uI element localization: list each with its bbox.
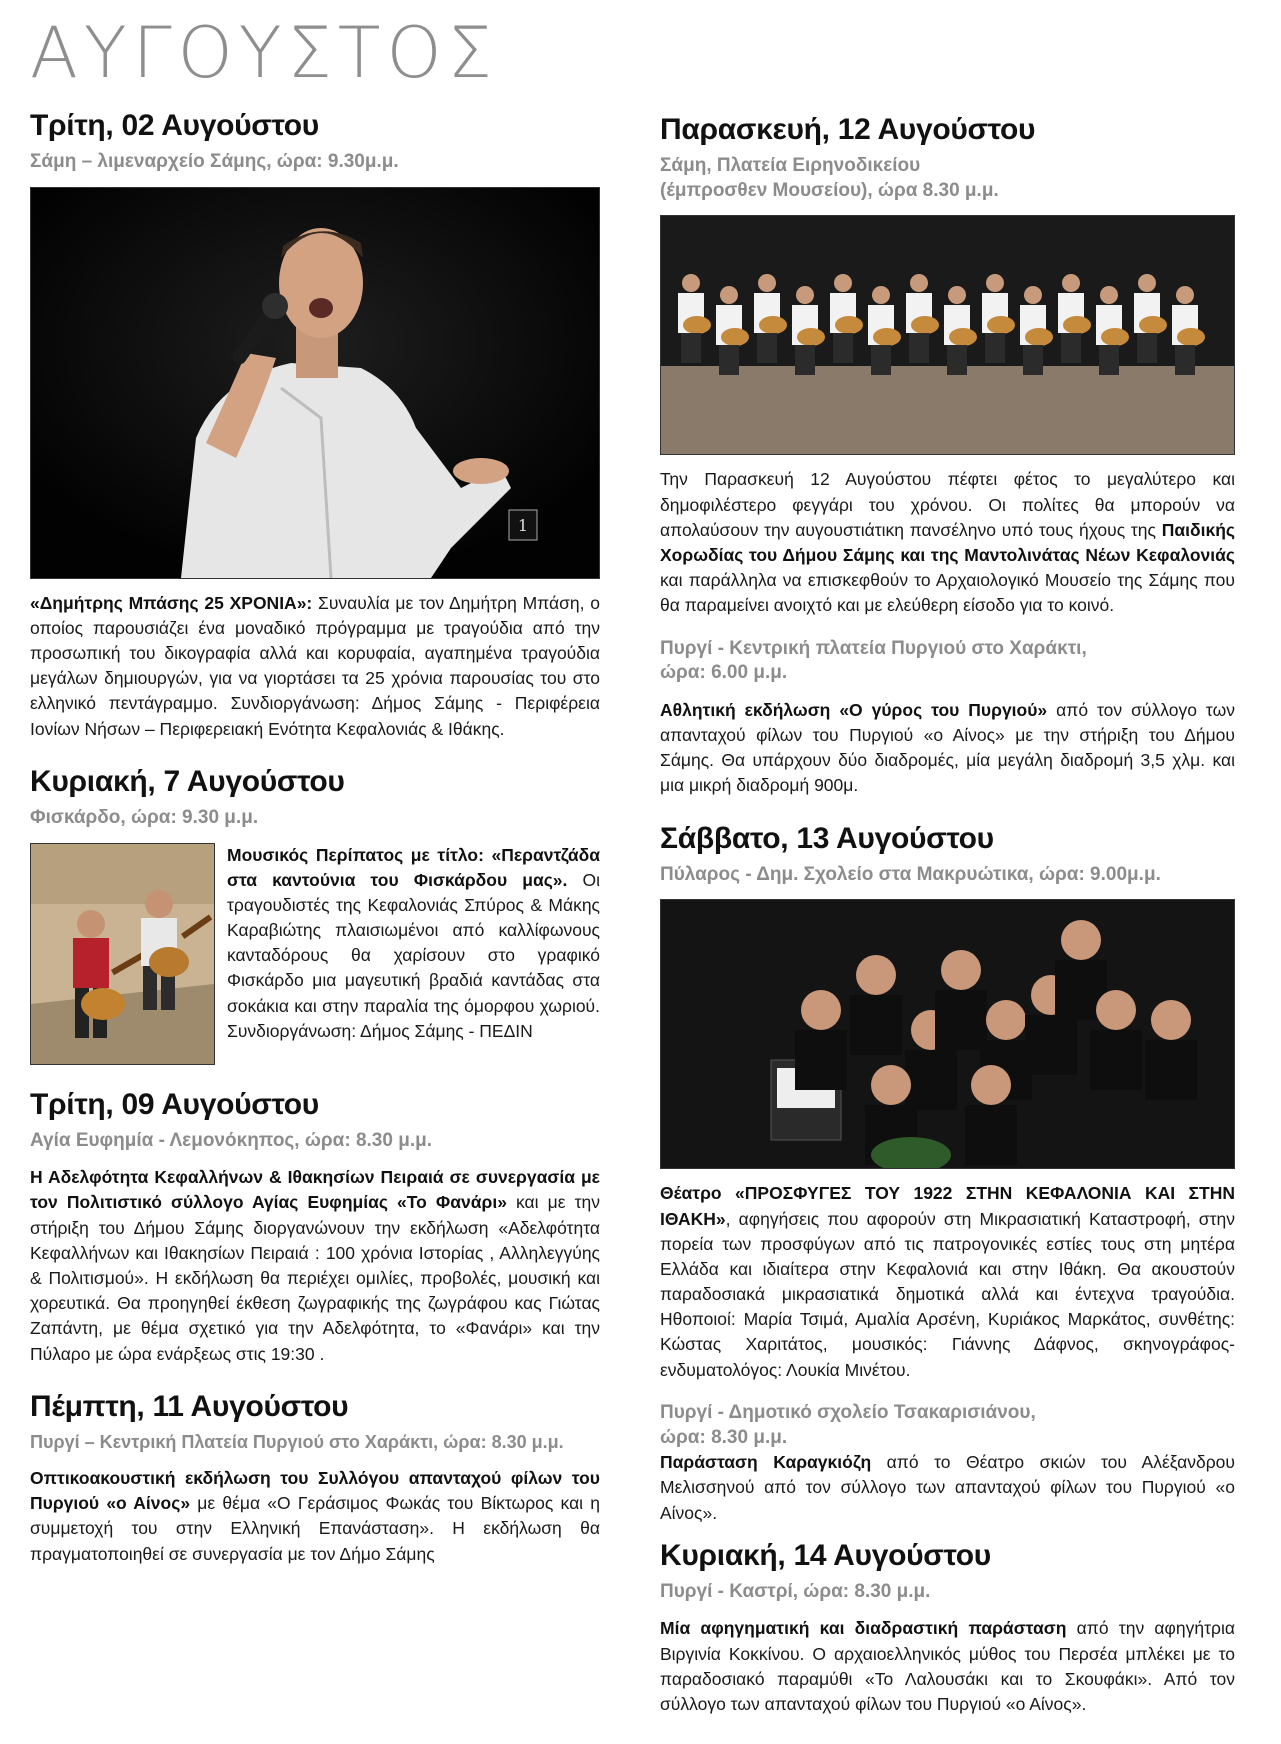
event-location-line: Πυργί - Δημοτικό σχολείο Τσακαρισιάνου, bbox=[660, 1401, 1036, 1423]
event-text: Την Παρασκευή 12 Αυγούστου πέφτει φέτος το μεγαλύτερο και δημοφιλέστερο φεγγάρι του χρόνου. Οι πολίτες θα μπορούν να απολαύσουν την αυγουστιάτικη πανσέληνο υπό τους ήχους της bbox=[660, 469, 1235, 540]
guitarists-illustration bbox=[31, 844, 214, 1064]
event-date: Πέμπτη, 11 Αυγούστου bbox=[30, 1389, 349, 1423]
musician-figure bbox=[681, 333, 701, 363]
performer-face bbox=[801, 990, 841, 1030]
musician-figure bbox=[1139, 316, 1167, 334]
event-location: Πυργί - Καστρί, ώρα: 8.30 μ.μ. bbox=[660, 1580, 931, 1602]
event-aug13 bbox=[660, 821, 1235, 1526]
musician-figure bbox=[1023, 345, 1043, 375]
left-column bbox=[30, 108, 600, 1567]
event-location: Φισκάρδο, ώρα: 9.30 μ.μ. bbox=[30, 806, 259, 828]
event-date: Κυριακή, 7 Αυγούστου bbox=[30, 764, 345, 798]
event-text: , αφηγήσεις που αφορούν στη Μικρασιατική Καταστροφή, στην πορεία των προσφύγων από τις πατρογονικές εστίες τους στη μητέρα Ελλάδα και ιδιαίτερα στην Κεφαλονιά και στην Ιθάκη. Θα ακουστούν παραδοσιακά μικρασιατικά δημοτικά αλλά και έντεχνα τραγούδια. Ηθοποιοί: Μαρία Τσιμά, Αμαλία Αρσένη, Κυριάκος Μαρκάτος, συνθέτης: Κώστας Χαριτάτος, μουσικός: Γιάννης Δάφνος, σκηνογράφος-ενδυματολόγος: Λουκία Μινέτου. bbox=[660, 1208, 1235, 1380]
musician-figure bbox=[797, 328, 825, 346]
musician-figure bbox=[834, 274, 852, 292]
event-text: από το Θέατρο σκιών του Αλέξανδρου Μελισσηνού από τον σύλλογο των απανταχού φίλων του Πυργιού «ο Αίνος». bbox=[660, 1452, 1235, 1523]
event-date: Τρίτη, 02 Αυγούστου bbox=[30, 109, 319, 142]
performer-face bbox=[986, 1000, 1026, 1040]
musician-figure bbox=[758, 274, 776, 292]
event-highlight: Οπτικοακουστική εκδήλωση του Συλλόγου απανταχού φίλων του Πυργιού «ο Αίνος» bbox=[30, 1468, 600, 1514]
musician-figure bbox=[1025, 328, 1053, 346]
musician-figure bbox=[833, 333, 853, 363]
musician-figure bbox=[947, 345, 967, 375]
event-location bbox=[660, 154, 1235, 203]
event-text: από την αφηγήτρια Βιργινία Κοκκίνου. Ο αρχαιοελληνικός μύθος του Περσέα μπλέκει με το παραδοσιακό παραμύθι «Το Λαλουσάκι και το Σκουφάκι». Από τον σύλλογο των απανταχού φίλων του Πυργιού «ο Αίνος». bbox=[660, 1618, 1235, 1714]
event-description bbox=[30, 1165, 600, 1367]
musician-figure bbox=[911, 316, 939, 334]
musician-figure bbox=[1176, 286, 1194, 304]
performer-body bbox=[1025, 1015, 1077, 1075]
event-date: Τρίτη, 09 Αυγούστου bbox=[30, 1087, 319, 1121]
musician-figure bbox=[949, 328, 977, 346]
musician-figure bbox=[1100, 286, 1118, 304]
event-location-line: ώρα: 8.30 μ.μ. bbox=[660, 1426, 788, 1448]
theatre-group-illustration bbox=[661, 900, 1234, 1168]
event-location-line: ώρα: 6.00 μ.μ. bbox=[660, 662, 788, 684]
musician-figure bbox=[682, 274, 700, 292]
musician-figure bbox=[1101, 328, 1129, 346]
event-description bbox=[30, 1466, 600, 1567]
guitarists-photo bbox=[30, 843, 215, 1065]
performer-body bbox=[935, 990, 987, 1050]
event-location: Πύλαρος - Δημ. Σχολείο στα Μακρυώτικα, ώρα: 9.00μ.μ. bbox=[660, 863, 1161, 885]
musician-figure bbox=[910, 274, 928, 292]
event-location: Σάμη – λιμεναρχείο Σάμης, ώρα: 9.30μ.μ. bbox=[30, 151, 399, 172]
musician-figure bbox=[719, 345, 739, 375]
event-location-line: (έμπροσθεν Μουσείου), ώρα 8.30 μ.μ. bbox=[660, 179, 999, 201]
musician-figure bbox=[909, 333, 929, 363]
event-highlight: Θέατρο «ΠΡΟΣΦΥΓΕΣ ΤΟΥ 1922 ΣΤΗΝ ΚΕΦΑΛΟΝΙΑ ΚΑΙ ΣΤΗΝ ΙΘΑΚΗ» bbox=[660, 1183, 1235, 1229]
event-aug02 bbox=[30, 108, 600, 742]
performer-face bbox=[871, 1065, 911, 1105]
event-highlight: Αθλητική εκδήλωση «Ο γύρος του Πυργιού» bbox=[660, 699, 1048, 720]
event-location: Αγία Ευφημία - Λεμονόκηπος, ώρα: 8.30 μ.μ. bbox=[30, 1129, 433, 1151]
event-location: Πυργί – Κεντρική Πλατεία Πυργιού στο Χαράκτι, ώρα: 8.30 μ.μ. bbox=[30, 1431, 564, 1452]
musician-figure bbox=[1062, 274, 1080, 292]
performer-body bbox=[1090, 1030, 1142, 1090]
performer-face bbox=[941, 950, 981, 990]
event-date: Παρασκευή, 12 Αυγούστου bbox=[660, 113, 1036, 146]
event-location-line: Σάμη, Πλατεία Ειρηνοδικείου bbox=[660, 155, 921, 176]
right-column bbox=[660, 108, 1235, 1717]
singer-photo bbox=[30, 187, 600, 579]
musician-figure bbox=[796, 286, 814, 304]
event-highlight: Παιδικής Χορωδίας του Δήμου Σάμης και της Μαντολινάτας Νέων Κεφαλονιάς bbox=[660, 519, 1235, 565]
event-text: από τον σύλλογο των απανταχού φίλων του Πυργιού «ο Αίνος» με την στήριξη του Δήμου Σάμης. Θα υπάρχουν δύο διαδρομές, μία μεγάλη διαδρομή 3,5 χλμ. και μια μικρή διαδρομή 900μ. bbox=[660, 699, 1235, 796]
musician-figure bbox=[721, 328, 749, 346]
musician-figure bbox=[872, 286, 890, 304]
event-date: Κυριακή, 14 Αυγούστου bbox=[660, 1538, 991, 1572]
event-description bbox=[30, 591, 600, 742]
event-location bbox=[660, 637, 1235, 686]
musician-figure bbox=[986, 274, 1004, 292]
musician-figure bbox=[757, 333, 777, 363]
orchestra-photo bbox=[660, 215, 1235, 455]
event-aug07 bbox=[30, 764, 600, 1065]
event-text: και με την στήριξη του Δήμου Σάμης διοργανώνουν την εκδήλωση «Αδελφότητα Κεφαλλήνων και Ιθακησίων Πειραιά : 100 χρόνια Ιστορίας , Αλληλεγγύης & Πολιτισμού». Η εκδήλωση θα περιέχει ομιλίες, προβολές, μουσική και χορευτικά. Θα προηγηθεί έκθεση ζωγραφικής της ζωγράφου κας Γιώτας Ζαπάντη, με θέμα σχετικό για την Αδελφότητα, το «Φανάρι» και την Πύλαρο με ώρα ενάρξεως στις 19:30 . bbox=[30, 1192, 600, 1364]
musician-figure bbox=[795, 345, 815, 375]
event-highlight: Η Αδελφότητα Κεφαλλήνων & Ιθακησίων Πειραιά σε συνεργασία με τον Πολιτιστικό σύλλογο Αγίας Ευφημίας «Το Φανάρι» bbox=[30, 1167, 600, 1213]
musician-figure bbox=[873, 328, 901, 346]
performer-face bbox=[1096, 990, 1136, 1030]
performer-face bbox=[1151, 1000, 1191, 1040]
musician-figure bbox=[987, 316, 1015, 334]
musician-figure bbox=[1024, 286, 1042, 304]
musician-figure bbox=[683, 316, 711, 334]
musician-figure bbox=[1099, 345, 1119, 375]
musician-figure bbox=[835, 316, 863, 334]
event-aug09 bbox=[30, 1087, 600, 1367]
event-description bbox=[660, 698, 1235, 799]
musician-figure bbox=[1137, 333, 1157, 363]
event-text: και παράλληλα να επισκεφθούν το Αρχαιολογικό Μουσείο της Σάμης που θα παραμείνει ανοιχτό και με ελεύθερη είσοδο για το κοινό. bbox=[660, 570, 1235, 616]
performer-body bbox=[850, 995, 902, 1055]
performer-body bbox=[965, 1105, 1017, 1165]
event-description bbox=[227, 843, 600, 1045]
performer-body bbox=[795, 1030, 847, 1090]
event-aug14 bbox=[660, 1538, 1235, 1717]
event-location-line: Πυργί - Κεντρική πλατεία Πυργιού στο Χαράκτι, bbox=[660, 637, 1087, 659]
event-highlight: «Δημήτρης Μπάσης 25 ΧΡΟΝΙΑ»: bbox=[30, 592, 313, 613]
performer-face bbox=[1061, 920, 1101, 960]
performer-face bbox=[971, 1065, 1011, 1105]
performer-body bbox=[1145, 1040, 1197, 1100]
event-text: με θέμα «Ο Γεράσιμος Φωκάς του Βίκτωρος και η συμμετοχή του στην Ελληνική Επανάσταση». Η εκδήλωση θα πραγματοποιηθεί σε συνεργασία με τον Δήμο Σάμης bbox=[30, 1493, 601, 1564]
event-description bbox=[660, 1616, 1235, 1717]
event-highlight: Μουσικός Περίπατος με τίτλο: «Περαντζάδα στα καντούνια του Φισκάρδου μας». bbox=[227, 844, 600, 890]
month-title: ΑΥΓΟΥΣΤΟΣ bbox=[30, 12, 498, 94]
musician-figure bbox=[871, 345, 891, 375]
performer-face bbox=[856, 955, 896, 995]
svg-text:1: 1 bbox=[517, 515, 529, 535]
event-highlight: Παράσταση Καραγκιόζη bbox=[660, 1452, 872, 1473]
event-description bbox=[660, 1181, 1235, 1383]
performer-body bbox=[905, 1050, 957, 1110]
musician-figure bbox=[985, 333, 1005, 363]
orchestra-illustration bbox=[661, 216, 1234, 454]
event-text: Συναυλία με τον Δημήτρη Μπάση, ο οποίος παρουσιάζει ένα μοναδικό πρόγραμμα με τραγούδια από την προσωπική του δικογραφία αλλά και κορυφαία, αγαπημένα τραγούδια μεγάλων δημιουργών, για να γιορτάσει τα 25 χρόνια παρουσίας του στο ελληνικό πεντάγραμμο. Συνδιοργάνωση: Δήμος Σάμης - Περιφέρεια Ιονίων Νήσων – Περιφερειακή Ενότητα Κεφαλονιάς & Ιθάκης. bbox=[30, 592, 600, 739]
event-location bbox=[660, 1401, 1235, 1450]
event-date: Σάββατο, 13 Αυγούστου bbox=[660, 821, 994, 855]
musician-figure bbox=[1175, 345, 1195, 375]
event-description bbox=[660, 467, 1235, 618]
musician-figure bbox=[1138, 274, 1156, 292]
musician-figure bbox=[759, 316, 787, 334]
musician-figure bbox=[948, 286, 966, 304]
event-aug12 bbox=[660, 112, 1235, 799]
musician-figure bbox=[1063, 316, 1091, 334]
theatre-group-photo bbox=[660, 899, 1235, 1169]
musician-figure bbox=[720, 286, 738, 304]
singer-illustration bbox=[31, 188, 599, 578]
musician-figure bbox=[1177, 328, 1205, 346]
musician-figure bbox=[1061, 333, 1081, 363]
event-highlight: Μία αφηγηματική και διαδραστική παράσταση bbox=[660, 1618, 1067, 1639]
event-aug11 bbox=[30, 1389, 600, 1567]
event-description bbox=[660, 1450, 1235, 1526]
event-text: Οι τραγουδιστές της Κεφαλονιάς Σπύρος & Μάκης Καραβιώτης πλαισιωμένοι από καλλίφωνους κανταδόρους θα χαρίσουν στο γραφικό Φισκάρδο μια μαγευτική βραδιά καντάδας στα σοκάκια και στην παραλία της όμορφου χωριού. Συνδιοργάνωση: Δήμος Σάμης - ΠΕΔΙΝ bbox=[227, 869, 600, 1041]
